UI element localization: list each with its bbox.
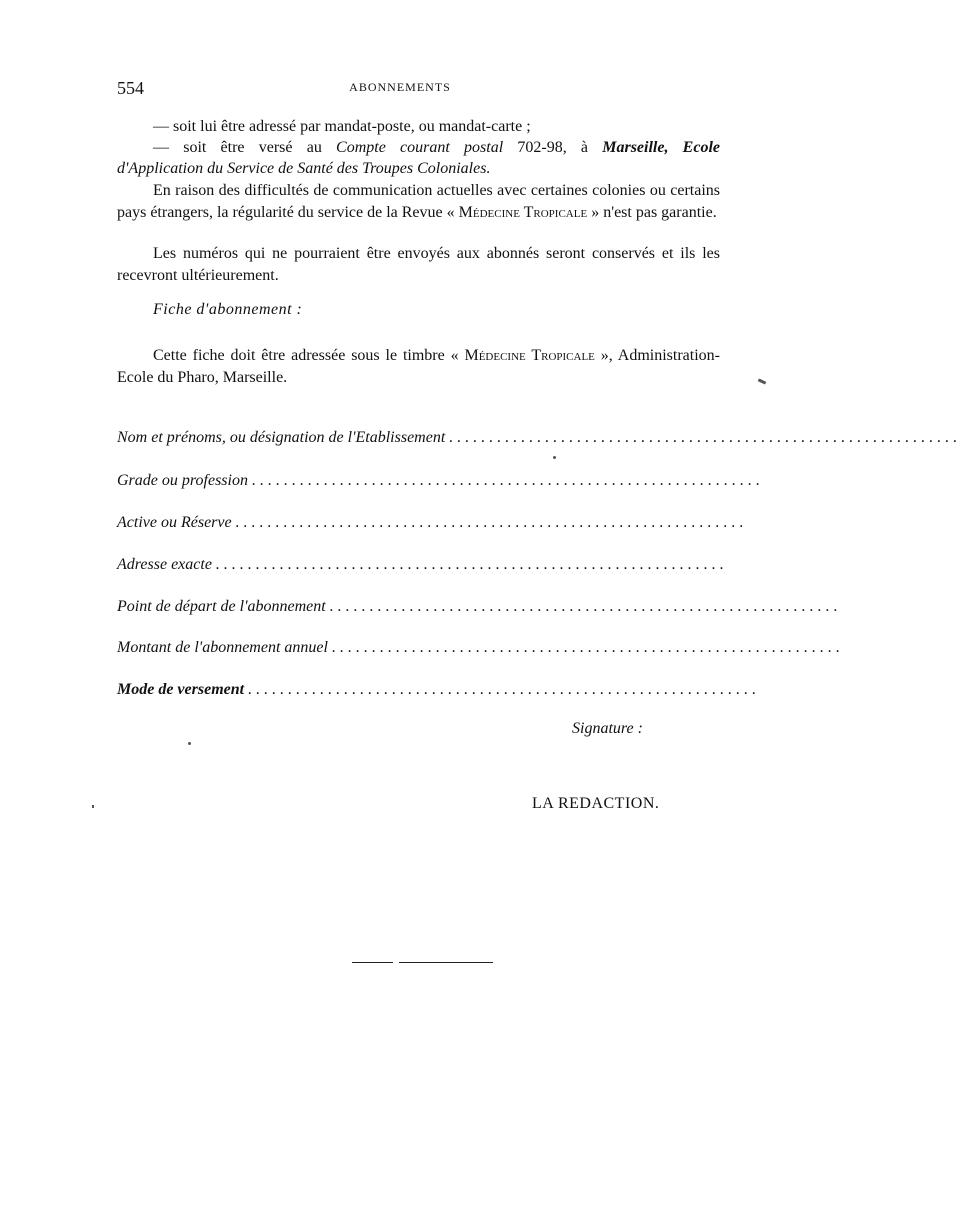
form-field-amount [117,639,844,663]
closing-rule-right [399,962,493,963]
delivery-notice-text: En raison des difficultés de communication actuelles avec certaines colonies ou certains pays étrangers, la régularité du service de la Revue « [117,182,720,221]
form-field-payment-mode-dots: ................................................................ [248,681,761,698]
print-speck [553,456,556,459]
back-issues-paragraph: Les numéros qui ne pourraient être envoyés aux abonnés seront conservés et ils les recevront ultérieurement. [117,245,720,284]
payment-option-postal-account [117,137,720,159]
print-speck [758,378,767,384]
print-speck [188,742,191,745]
form-field-name-dots: ................................................................ [449,429,961,446]
postal-account-label: Compte courant postal [336,139,504,156]
delivery-notice-paragraph [117,180,720,223]
journal-name: Médecine Tropicale [458,203,588,221]
editorial-signoff: LA REDACTION. [532,795,660,812]
form-field-amount-dots: ................................................................ [331,639,844,656]
print-speck [92,805,94,808]
form-field-name-label: Nom et prénoms, ou désignation de l'Etablissement [117,429,446,446]
form-field-address-label: Adresse exacte [117,556,212,573]
payment-option-postal-order: — soit lui être adressé par mandat-poste, ou mandat-carte ; [153,118,531,135]
form-field-address-dots: ................................................................ [215,556,728,573]
running-title: ABONNEMENTS [349,80,451,94]
subscription-form-instructions [117,345,720,388]
payment-option-postal-account-text: — soit être versé au [153,139,337,156]
postal-account-holder: d'Application du Service de Santé des Troupes Coloniales. [117,160,491,177]
form-field-status [117,514,748,538]
subscription-form-title: Fiche d'abonnement : [153,301,303,318]
delivery-notice-end: » n'est pas garantie. [587,203,717,221]
form-field-status-dots: ................................................................ [235,514,748,531]
page-number: 554 [117,78,144,98]
postal-account-city: Marseille, Ecole [602,139,721,156]
form-field-address [117,556,728,580]
closing-rule-left [352,962,393,963]
form-field-payment-mode [117,681,761,705]
instructions-text: Cette fiche doit être adressée sous le timbre « [153,347,465,364]
postal-account-number: 702-98, à [503,139,603,156]
instructions-address: », Administration-Ecole du Pharo, Marseille. [117,347,720,386]
form-field-grade-label: Grade ou profession [117,472,248,489]
form-field-status-label: Active ou Réserve [117,514,232,531]
journal-name-stamp: Médecine Tropicale [464,347,595,364]
signature-label: Signature : [572,720,643,737]
form-field-grade-dots: ................................................................ [251,472,764,489]
form-field-start-label: Point de départ de l'abonnement [117,598,326,615]
form-field-payment-mode-label: Mode de versement [117,681,245,698]
form-field-name [117,429,961,453]
form-field-start [117,598,842,622]
form-field-grade [117,472,764,496]
form-field-amount-label: Montant de l'abonnement annuel [117,639,328,656]
form-field-start-dots: ................................................................ [329,598,842,615]
